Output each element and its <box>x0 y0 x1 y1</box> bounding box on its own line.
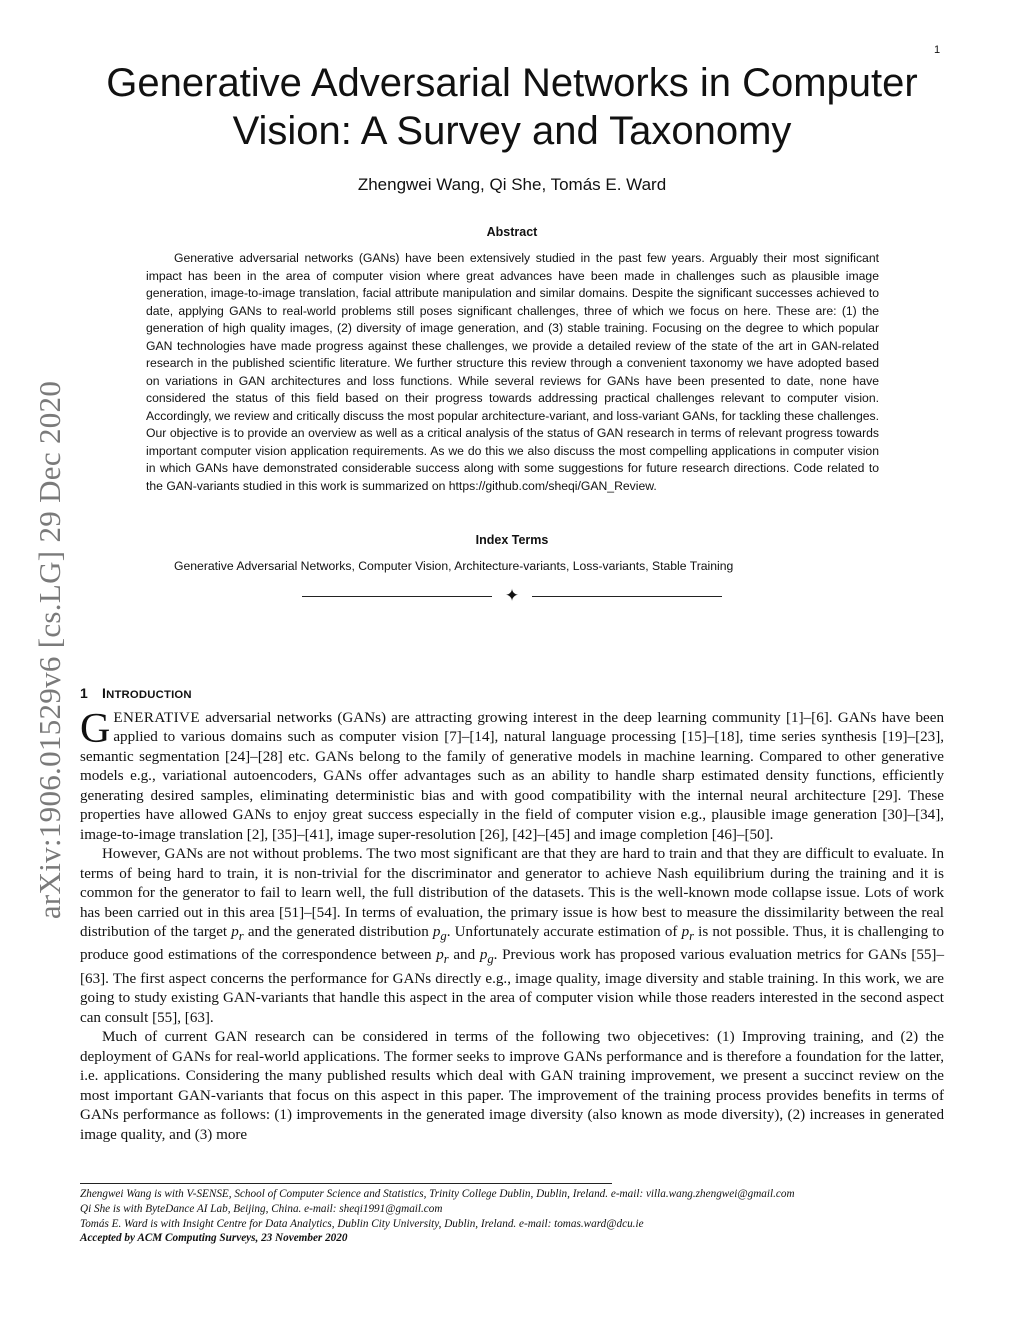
paper-title <box>80 60 944 155</box>
body-text <box>80 706 945 1145</box>
drop-cap: G <box>80 706 111 752</box>
intro-paragraph-1 <box>80 706 944 845</box>
index-terms-heading: Index Terms <box>475 533 549 547</box>
math-p-r: $p_r$ <box>231 923 244 943</box>
footnote-author-3: Tomás E. Ward is with Insight Centre for Data Analytics, Dublin City University, Dublin, Ireland. e-mail: tomas.ward@dcu.ie <box>80 1217 644 1230</box>
p2-text-f: . Previous work has proposed various evaluation metrics for GANs [55]–[63]. The first aspect concerns the performance for GANs directly e.g., image quality, image diversity and stable training. In this work, we are going to study existing GAN-variants that handle this aspect in the area of computer vision while those readers interested in the second aspect can consult [55], [63]. <box>80 947 945 1026</box>
p2-text-a: However, GANs are not without problems. The two most significant are that they are hard to train and that they are difficult to evaluate. In terms of being hard to train, it is non-trivial for the discriminator and generator to achieve Nash equilibrium during the training and it is common for the generator to fail to learn well, the full distribution of the datasets. This is the well-known mode collapse issue. Lots of work has been carried out in this area [51]–[54]. In terms of evaluation, the primary issue is how best to measure the dissimilarity between the real distribution of the target <box>80 846 944 940</box>
section-number: 1 <box>80 685 88 701</box>
footnote-author-1: Zhengwei Wang is with V-SENSE, School of Computer Science and Statistics, Trinity College Dublin, Dublin, Ireland. e-mail: villa.wang.zhengwei@gmail.com <box>80 1188 795 1200</box>
divider-star-icon: ✦ <box>504 586 520 606</box>
lead-smallcaps: ENERATIVE <box>113 710 200 726</box>
p2-text-c: . Unfortunately accurate estimation of <box>446 923 682 940</box>
abstract-heading: Abstract <box>486 225 538 239</box>
accepted-note: Accepted by ACM Computing Surveys, 23 November 2020 <box>80 1232 348 1245</box>
arxiv-stamp: arXiv:1906.01529v6 [cs.LG] 29 Dec 2020 <box>32 380 67 920</box>
authors: Zhengwei Wang, Qi She, Tomás E. Ward <box>357 175 667 194</box>
index-terms: Generative Adversarial Networks, Computer Vision, Architecture-variants, Loss-variants, Stable Training <box>174 559 734 573</box>
title-line-1: Generative Adversarial Networks in Computer <box>106 61 918 105</box>
divider-line-left <box>302 596 492 597</box>
math-p-r: $p_r$ <box>681 923 695 943</box>
footnote-rule <box>80 1183 612 1184</box>
p2-text-d: is not possible. Thus, it is challenging to produce good estimations of the correspondence between <box>80 923 944 964</box>
math-p-g: $p_g$ <box>432 923 447 943</box>
intro-p1-text: adversarial networks (GANs) are attracting growing interest in the deep learning community [1]–[6]. GANs have been applied to various domains such as computer vision [7]–[14], natural language processing [15]–[18], time series synthesis [19]–[23], semantic segmentation [24]–[28] etc. GANs belong to the family of generative models in machine learning. Compared to other generative models e.g., variational autoencoders, GANs offer advantages such as an ability to handle sharp estimated density functions, efficiently generating desired samples, eliminating deterministic bias and with good compatibility with the internal neural architecture [29]. These properties have allowed GANs to enjoy great success especially in the field of computer vision e.g., plausible image generation [30]–[34], image-to-image translation [2], [35]–[41], image super-resolution [26], [42]–[45] and image completion [46]–[50]. <box>80 710 944 843</box>
math-p-g: $p_g$ <box>479 947 494 967</box>
page-number: 1 <box>934 44 941 56</box>
divider-line-right <box>532 596 722 597</box>
section-heading <box>80 685 192 701</box>
intro-paragraph-3: Much of current GAN research can be considered in terms of the following two objecetives: (1) Improving training, and (2) the deployment of GANs for real-world applications. The former seeks to improve GANs performance and is therefore a foundation for the latter, i.e. applications. Considering the many published results which deal with GAN training improvement, we present a succinct review on the most important GAN-variants that focus on this aspect in this paper. The improvement of the training process provides benefits in terms of GANs performance as follows: (1) improvements in the generated image diversity (also known as mode diversity), (2) increases in generated image quality, and (3) more <box>80 1029 944 1143</box>
p2-text-b: and the generated distribution <box>243 923 433 940</box>
footnote-author-2: Qi She is with ByteDance AI Lab, Beijing, China. e-mail: sheqi1991@gmail.com <box>80 1202 443 1215</box>
section-divider <box>302 586 722 606</box>
intro-paragraph-2 <box>80 845 944 1028</box>
abstract-text: Generative adversarial networks (GANs) have been extensively studied in the past few years. Arguably their most significant impact has been in the area of computer vision where great advances have been made in challenges such as plausible image generation, image-to-image translation, facial attribute manipulation and similar domains. Despite the significant successes achieved to date, applying GANs to real-world problems still poses significant challenges, three of which we focus on here. These are: (1) the generation of high quality images, (2) diversity of image generation, and (3) stable training. Focusing on the degree to which popular GAN technologies have made progress against these challenges, we provide a detailed review of the state of the art in GAN-related research in the published scientific literature. We further structure this review through a convenient taxonomy we have adopted based on variations in GAN architectures and loss functions. While several reviews for GANs have been presented to date, none have considered the status of this field based on their progress towards addressing practical challenges relevant to computer vision. Accordingly, we review and critically discuss the most popular architecture-variant, and loss-variant GANs, for tackling these challenges. Our objective is to provide an overview as well as a critical analysis of the status of GAN research in terms of relevant progress towards important computer vision application requirements. As we do this we also discuss the most compelling applications in computer vision in which GANs have demonstrated considerable success along with some suggestions for future research directions. Code related to the GAN-variants studied in this work is summarized on https://github.com/sheqi/GAN_Review. <box>146 251 879 493</box>
section-title-rest: NTRODUCTION <box>106 689 192 701</box>
section-title-initial: I <box>102 685 107 701</box>
footnotes <box>80 1187 960 1246</box>
title-line-2: Vision: A Survey and Taxonomy <box>232 108 792 153</box>
p2-text-e: and <box>448 947 480 964</box>
math-p-r: $p_r$ <box>436 947 449 967</box>
